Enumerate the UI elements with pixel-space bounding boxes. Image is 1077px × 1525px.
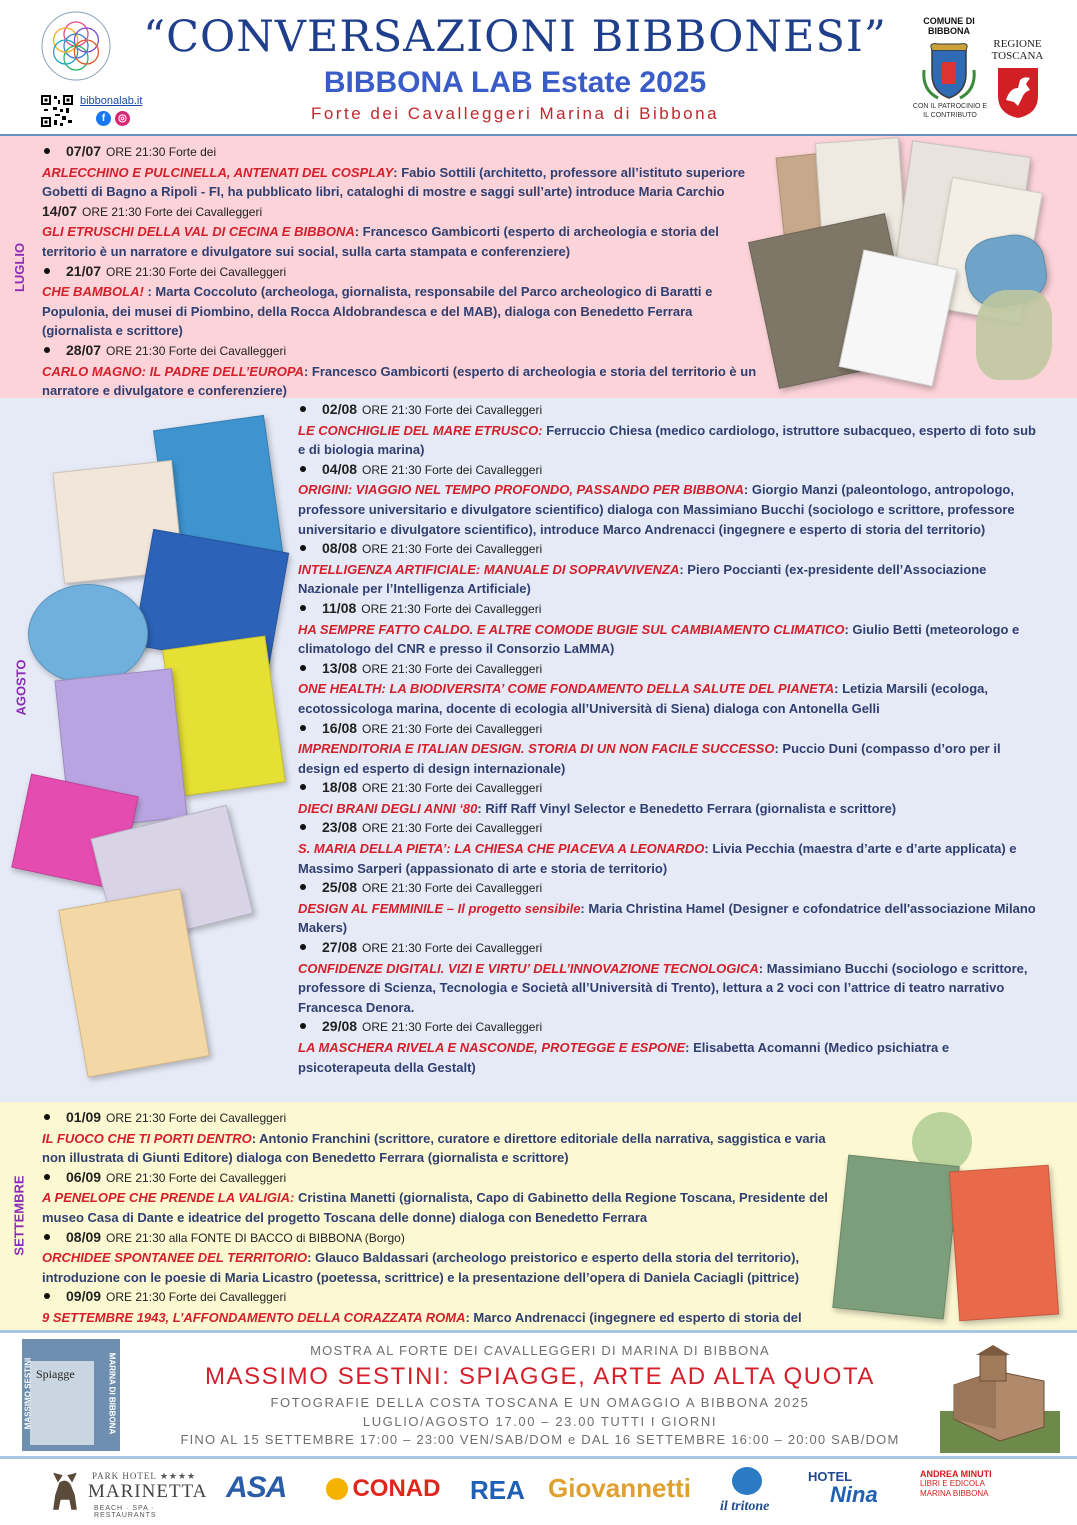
instagram-icon[interactable]: ◎ — [115, 111, 130, 126]
sponsor-hotel-text: HOTEL — [808, 1469, 853, 1484]
flower-icon — [326, 1478, 348, 1500]
event-header — [298, 719, 1038, 740]
event-header — [42, 1108, 832, 1129]
event-body — [298, 620, 1038, 659]
bullet-icon — [300, 605, 306, 611]
flower-of-life-logo — [40, 10, 112, 82]
event-time: ORE 21:30 Forte dei Cavalleggeri — [106, 1290, 287, 1305]
event-header — [42, 262, 762, 283]
event-date: 16/08 — [322, 719, 358, 736]
deer-icon — [46, 1469, 86, 1511]
event-description: : Giulio Betti (meteorologo e climatologo del CNR e presso il Consorzio LaMMA) — [298, 621, 1020, 657]
event-header — [42, 341, 762, 362]
event-header — [42, 202, 762, 223]
sponsor-minuti-sub: LIBRI E EDICOLA MARINA BIBBONA — [920, 1479, 989, 1498]
event-body — [298, 739, 1038, 778]
event-date: 25/08 — [322, 879, 358, 896]
event-description: : Maria Christina Hamel (Designer e cofondatrice dell'associazione Milano Makers) — [298, 900, 1036, 936]
bullet-icon — [300, 406, 306, 412]
event-time: ORE 21:30 Forte dei Cavalleggeri — [362, 542, 543, 557]
event-item — [298, 599, 1038, 659]
event-item — [298, 719, 1038, 779]
penelope-book-cover — [949, 1165, 1059, 1322]
sponsors-bar — [0, 1456, 1077, 1525]
luglio-events — [42, 142, 762, 401]
bullet-icon — [300, 725, 306, 731]
event-date: 23/08 — [322, 819, 358, 836]
event-date: 13/08 — [322, 659, 358, 676]
event-body — [298, 679, 1038, 718]
event-description: : Livia Pecchia (maestra d’arte e d’arte applicata) e Massimo Sarperi (appassionato di arte e storia de territorio) — [298, 841, 1017, 876]
event-header — [298, 400, 1038, 421]
event-date: 09/09 — [66, 1288, 102, 1305]
fortress-image — [940, 1341, 1060, 1453]
event-description: : Letizia Marsili (ecologa, ecotossicologa marina, docente di ecologia all’Università di Siena) dialoga con Antonella Gelli — [298, 681, 989, 716]
event-place: Forte dei Cavalleggeri Marina di Bibbona — [310, 104, 720, 123]
event-item — [42, 202, 762, 262]
facebook-icon[interactable]: f — [96, 111, 111, 126]
section-luglio — [0, 134, 1077, 398]
sponsor-tritone[interactable] — [718, 1465, 788, 1519]
event-time: ORE 21:30 Forte dei Cavalleggeri — [361, 601, 542, 616]
event-date: 14/07 — [42, 202, 78, 219]
event-description: : Massimiano Bucchi (sociologo e scrittore, professore di Scienza, Tecnologia e Società all’Università di Trento), lettura a 2 voci con l’attrice di teatro narrativo Francesca Denora. — [298, 960, 1028, 1015]
event-date: 07/07 — [66, 143, 102, 159]
sponsor-rea[interactable] — [470, 1475, 530, 1511]
event-time: ORE 21:30 Forte dei Cavalleggeri — [362, 661, 543, 676]
event-date: 18/08 — [322, 779, 358, 796]
bullet-icon — [44, 268, 50, 274]
section-settembre — [0, 1102, 1077, 1330]
bullet-icon — [44, 1293, 50, 1299]
bullet-icon — [300, 884, 306, 890]
event-time: ORE 21:30 Forte dei Cavalleggeri — [362, 721, 543, 736]
event-item — [42, 1228, 832, 1288]
event-title: ORIGINI: VIAGGIO NEL TEMPO PROFONDO, PASSANDO PER BIBBONA — [298, 482, 744, 498]
event-date: 21/07 — [66, 262, 102, 279]
event-item — [298, 778, 1038, 818]
event-title: LA MASCHERA RIVELA E NASCONDE, PROTEGGE E ESPONE — [298, 1040, 686, 1055]
event-header — [42, 1228, 832, 1249]
event-time: ORE 21:30 Forte dei Cavalleggeri — [106, 1111, 287, 1125]
exhibition-poster — [22, 1339, 120, 1451]
event-description: : Marta Coccoluto (archeologa, giornalista, responsabile del Parco archeologico di Baratti e Populonia, dei musei di Piombino, della Rocca Aldobrandesca e del MAB), dialoga con Benedetto Ferrara (giornalista e scrittore) — [42, 284, 713, 339]
exhibition-title: MASSIMO SESTINI: SPIAGGE, ARTE AD ALTA QUOTA — [204, 1363, 876, 1390]
bullet-icon — [44, 148, 50, 154]
event-header — [298, 878, 1038, 899]
regione-label: REGIONE TOSCANA — [991, 38, 1044, 62]
event-item — [298, 659, 1038, 719]
event-time: ORE 21:30 Forte dei Cavalleggeri — [106, 343, 287, 358]
event-item — [298, 539, 1038, 599]
bullet-icon — [44, 1114, 50, 1120]
agosto-events — [298, 400, 1038, 1077]
event-item — [298, 878, 1038, 938]
event-body — [42, 1129, 832, 1168]
month-label-agosto: AGOSTO — [13, 659, 29, 716]
event-time: ORE 21:30 Forte dei Cavalleggeri — [362, 881, 543, 896]
event-body — [42, 362, 762, 401]
event-date: 11/08 — [322, 599, 357, 616]
event-item — [298, 1017, 1038, 1077]
event-item — [298, 938, 1038, 1017]
event-item — [42, 341, 762, 401]
bullet-icon — [300, 1023, 306, 1029]
sponsor-rea-text: REA — [470, 1475, 525, 1505]
event-date: 02/08 — [322, 401, 358, 417]
poster-title: Spiagge — [36, 1367, 75, 1381]
event-body — [42, 1188, 832, 1227]
event-date: 29/08 — [322, 1018, 358, 1035]
event-body — [42, 1248, 832, 1287]
sponsor-asa-text: ASA — [226, 1471, 287, 1504]
event-date: 08/08 — [322, 540, 358, 557]
dragon-image — [976, 290, 1052, 380]
qr-code[interactable] — [40, 94, 74, 128]
sponsor-minuti-text: ANDREA MINUTI — [920, 1469, 992, 1479]
event-header — [298, 539, 1038, 560]
event-body — [298, 839, 1038, 878]
event-time: ORE 21:30 Forte dei Cavalleggeri — [362, 1020, 543, 1035]
event-title: CARLO MAGNO: IL PADRE DELL’EUROPA — [42, 363, 304, 379]
month-label-luglio: LUGLIO — [12, 242, 28, 293]
bullet-icon — [44, 1234, 50, 1240]
event-description: : Marco Andrenacci (ingegnere ed esperto di storia del — [465, 1309, 802, 1325]
sponsor-marinetta-sub: BEACH · SPA · RESTAURANTS — [94, 1505, 157, 1519]
event-description: : Puccio Duni (compasso d’oro per il design ed esperto di design internazionale) — [298, 741, 1001, 776]
event-time: ORE 21:30 Forte dei Cavalleggeri — [362, 462, 543, 477]
event-time: ORE 21:30 Forte dei Cavalleggeri — [362, 403, 543, 417]
exhibition-banner — [0, 1330, 1077, 1456]
sponsor-hotel-nina[interactable] — [808, 1469, 898, 1517]
event-title: 9 SETTEMBRE 1943, L’AFFONDAMENTO DELLA CORAZZATA ROMA — [42, 1309, 466, 1325]
event-description: : Piero Poccianti (ex-presidente dell’Associazione Nazionale per l’Intelligenza Artificiale) — [298, 561, 987, 597]
pegasus-shield-icon — [996, 66, 1040, 120]
event-header — [298, 599, 1038, 620]
sponsor-tritone-text: il tritone — [720, 1499, 770, 1514]
bullet-icon — [300, 466, 306, 472]
bullet-icon — [300, 545, 306, 551]
event-date: 27/08 — [322, 939, 358, 956]
event-item — [42, 1168, 832, 1228]
globe-image — [28, 584, 148, 684]
exhibition-hours-september: FINO AL 15 SETTEMBRE 17:00 – 23:00 VEN/SAB/DOM e DAL 16 SETTEMBRE 16:00 – 20:00 SAB/DOM — [180, 1432, 900, 1447]
event-time: ORE 21:30 Forte dei Cavalleggeri — [362, 941, 543, 956]
event-body — [298, 959, 1038, 1018]
event-header — [42, 142, 762, 163]
event-item — [298, 460, 1038, 539]
event-header — [298, 659, 1038, 680]
page-title: “CONVERSAZIONI BIBBONESI” — [143, 12, 887, 62]
exhibition-subtitle: FOTOGRAFIE DELLA COSTA TOSCANA E UN OMAGGIO A BIBBONA 2025 — [270, 1395, 810, 1410]
event-time: ORE 21:30 Forte dei Cavalleggeri — [106, 1170, 287, 1185]
bullet-icon — [44, 347, 50, 353]
event-date: 04/08 — [322, 460, 358, 477]
event-description: : Francesco Gambicorti (esperto di archeologia e storia del territorio è un narratore e divulgatore sui social, sulla carta stampata e conferenziere) — [42, 224, 719, 259]
header — [0, 0, 1077, 132]
event-body — [298, 799, 1038, 819]
exhibition-intro: MOSTRA AL FORTE DEI CAVALLEGGERI DI MARINA DI BIBBONA — [310, 1343, 770, 1358]
bullet-icon — [44, 1174, 50, 1180]
bullet-icon — [300, 824, 306, 830]
event-description: : Riff Raff Vinyl Selector e Benedetto Ferrara (giornalista e scrittore) — [477, 800, 897, 816]
event-title: DESIGN AL FEMMINILE – Il progetto sensibile — [298, 900, 581, 916]
event-item — [298, 400, 1038, 460]
website-link[interactable]: bibbonalab.it — [80, 95, 143, 107]
event-item — [42, 1108, 832, 1168]
event-title: ORCHIDEE SPONTANEE DEL TERRITORIO — [42, 1250, 308, 1266]
event-body — [42, 163, 762, 202]
comune-label: COMUNE DI BIBBONA — [923, 16, 975, 36]
event-item — [42, 262, 762, 341]
event-title: ARLECCHINO E PULCINELLA, ANTENATI DEL COSPLAY — [42, 164, 394, 180]
settembre-book-collage — [832, 1110, 1064, 1324]
event-header — [298, 938, 1038, 959]
event-body — [298, 480, 1038, 539]
event-date: 08/09 — [66, 1228, 102, 1245]
event-body — [42, 282, 762, 341]
event-title: DIECI BRANI DEGLI ANNI ‘80 — [298, 800, 478, 816]
sponsor-marinetta[interactable] — [46, 1467, 206, 1517]
event-body — [298, 1038, 1038, 1077]
patronage-note: CON IL PATROCINIO E IL CONTRIBUTO — [912, 103, 988, 119]
bullet-icon — [300, 665, 306, 671]
event-title: HA SEMPRE FATTO CALDO. E ALTRE COMODE BUGIE SUL CAMBIAMENTO CLIMATICO — [298, 621, 845, 637]
event-title: IMPRENDITORIA E ITALIAN DESIGN. STORIA DI UN NON FACILE SUCCESSO — [298, 741, 775, 757]
event-item — [298, 818, 1038, 878]
event-header — [298, 1017, 1038, 1038]
event-title: CONFIDENZE DIGITALI. VIZI E VIRTU’ DELL’INNOVAZIONE TECNOLOGICA — [298, 960, 759, 976]
sponsor-conad[interactable] — [326, 1475, 446, 1511]
event-title: A PENELOPE CHE PRENDE LA VALIGIA: — [42, 1190, 295, 1206]
event-header — [42, 1287, 832, 1308]
month-label-settembre: SETTEMBRE — [11, 1175, 27, 1256]
poster-side-text: MARINA DI BIBBONA — [107, 1352, 117, 1435]
event-date: 01/09 — [66, 1109, 102, 1125]
event-time: ORE 21:30 Forte dei Cavalleggeri — [362, 781, 543, 796]
exhibition-hours: LUGLIO/AGOSTO 17.00 – 23.00 TUTTI I GIORNI — [362, 1414, 718, 1429]
event-description: Ferruccio Chiesa (medico cardiologo, istruttore subacqueo, esperto di foto sub e di biologia marina) — [298, 422, 1036, 458]
poster-side-text: MASSIMO SESTINI — [23, 1357, 33, 1430]
sponsor-minuti[interactable] — [920, 1469, 1010, 1517]
event-title: S. MARIA DELLA PIETA’: LA CHIESA CHE PIACEVA A LEONARDO — [298, 841, 705, 857]
fuoco-book-cover — [832, 1155, 959, 1320]
event-header — [298, 778, 1038, 799]
event-description: : Francesco Gambicorti (esperto di archeologia e storia del territorio è un narratore e divulgatore e conferenziere) — [42, 363, 757, 399]
event-title: LE CONCHIGLIE DEL MARE ETRUSCO: — [298, 422, 543, 438]
event-description: : Elisabetta Acomanni (Medico psichiatra e psicoterapeuta della Gestalt) — [298, 1040, 950, 1075]
event-body — [298, 560, 1038, 599]
page-subtitle: BIBBONA LAB Estate 2025 — [323, 66, 707, 99]
event-body — [298, 899, 1038, 938]
event-header — [42, 1168, 832, 1189]
bullet-icon — [300, 944, 306, 950]
event-date: 28/07 — [66, 341, 102, 358]
sponsor-nina-text: Nina — [830, 1482, 878, 1507]
sponsor-giovannetti[interactable] — [548, 1473, 698, 1509]
event-title: CHE BAMBOLA! — [42, 284, 148, 300]
event-item — [42, 142, 762, 202]
luglio-book-collage — [740, 140, 1060, 396]
sponsor-park-hotel-text: PARK HOTEL ★★★★ — [92, 1471, 197, 1481]
event-time: ORE 21:30 alla FONTE DI BACCO di BIBBONA (Borgo) — [106, 1230, 405, 1245]
settembre-events — [42, 1108, 832, 1347]
event-time: ORE 21:30 Forte dei — [106, 145, 217, 159]
tritone-icon — [732, 1467, 762, 1495]
event-title: GLI ETRUSCHI DELLA VAL DI CECINA E BIBBONA — [42, 224, 355, 240]
event-date: 06/09 — [66, 1168, 102, 1185]
sponsor-marinetta-text: MARINETTA — [88, 1481, 208, 1502]
agosto-book-collage — [12, 412, 294, 1092]
event-time: ORE 21:30 Forte dei Cavalleggeri — [82, 204, 263, 219]
event-description: Cristina Manetti (giornalista, Capo di Gabinetto della Regione Toscana, Presidente del museo Casa di Dante e ideatrice del progetto Toscana delle donne) dialoga con Benedetto Ferrara — [42, 1190, 828, 1225]
event-time: ORE 21:30 Forte dei Cavalleggeri — [106, 264, 287, 279]
event-description: : Fabio Sottili (architetto, professore all’istituto superiore Gobetti di Bagno a Ripoli - FI, ha pubblicato libri, cataloghi di mostre e saggi sull’arte) introduce Maria Carchio — [42, 164, 746, 200]
event-body — [42, 222, 762, 261]
event-body — [298, 421, 1038, 460]
sponsor-giovannetti-text: Giovannetti — [548, 1473, 692, 1503]
event-header — [298, 460, 1038, 481]
sponsor-asa[interactable] — [226, 1471, 302, 1511]
event-description: : Giorgio Manzi (paleontologo, antropologo, professore universitario e divulgatore scientifico) dialoga con Massimiano Bucchi (sociologo e scrittore, professore universitario e divulgatore scientifico), introduce Marco Andrenacci (ingegnere e esperto di storia del territorio) — [298, 482, 1015, 537]
section-agosto — [0, 398, 1077, 1102]
event-description: : Antonio Franchini (scrittore, curatore e direttore editoriale della narrativa, saggistica e varia non illustrata di Giunti Editore) dialoga con Benedetto Ferrara (giornalista e scrittore) — [42, 1130, 826, 1166]
bullet-icon — [300, 784, 306, 790]
sponsor-conad-text: CONAD — [352, 1475, 441, 1502]
bibbona-crest-icon — [918, 40, 980, 102]
event-title: IL FUOCO CHE TI PORTI DENTRO — [42, 1130, 252, 1146]
event-title: ONE HEALTH: LA BIODIVERSITA’ COME FONDAMENTO DELLA SALUTE DEL PIANETA — [298, 681, 835, 697]
event-description: : Glauco Baldassari (archeologo preistorico e esperto della storia del territorio), introduzione con le poesie di Maria Licastro (poetessa, scrittrice) e la presentazione dell’opera di Daniela Caciagli (pittrice) — [42, 1250, 800, 1285]
event-title: INTELLIGENZA ARTIFICIALE: MANUALE DI SOPRAVVIVENZA — [298, 561, 680, 577]
event-header — [298, 818, 1038, 839]
event-time: ORE 21:30 Forte dei Cavalleggeri — [362, 821, 543, 836]
